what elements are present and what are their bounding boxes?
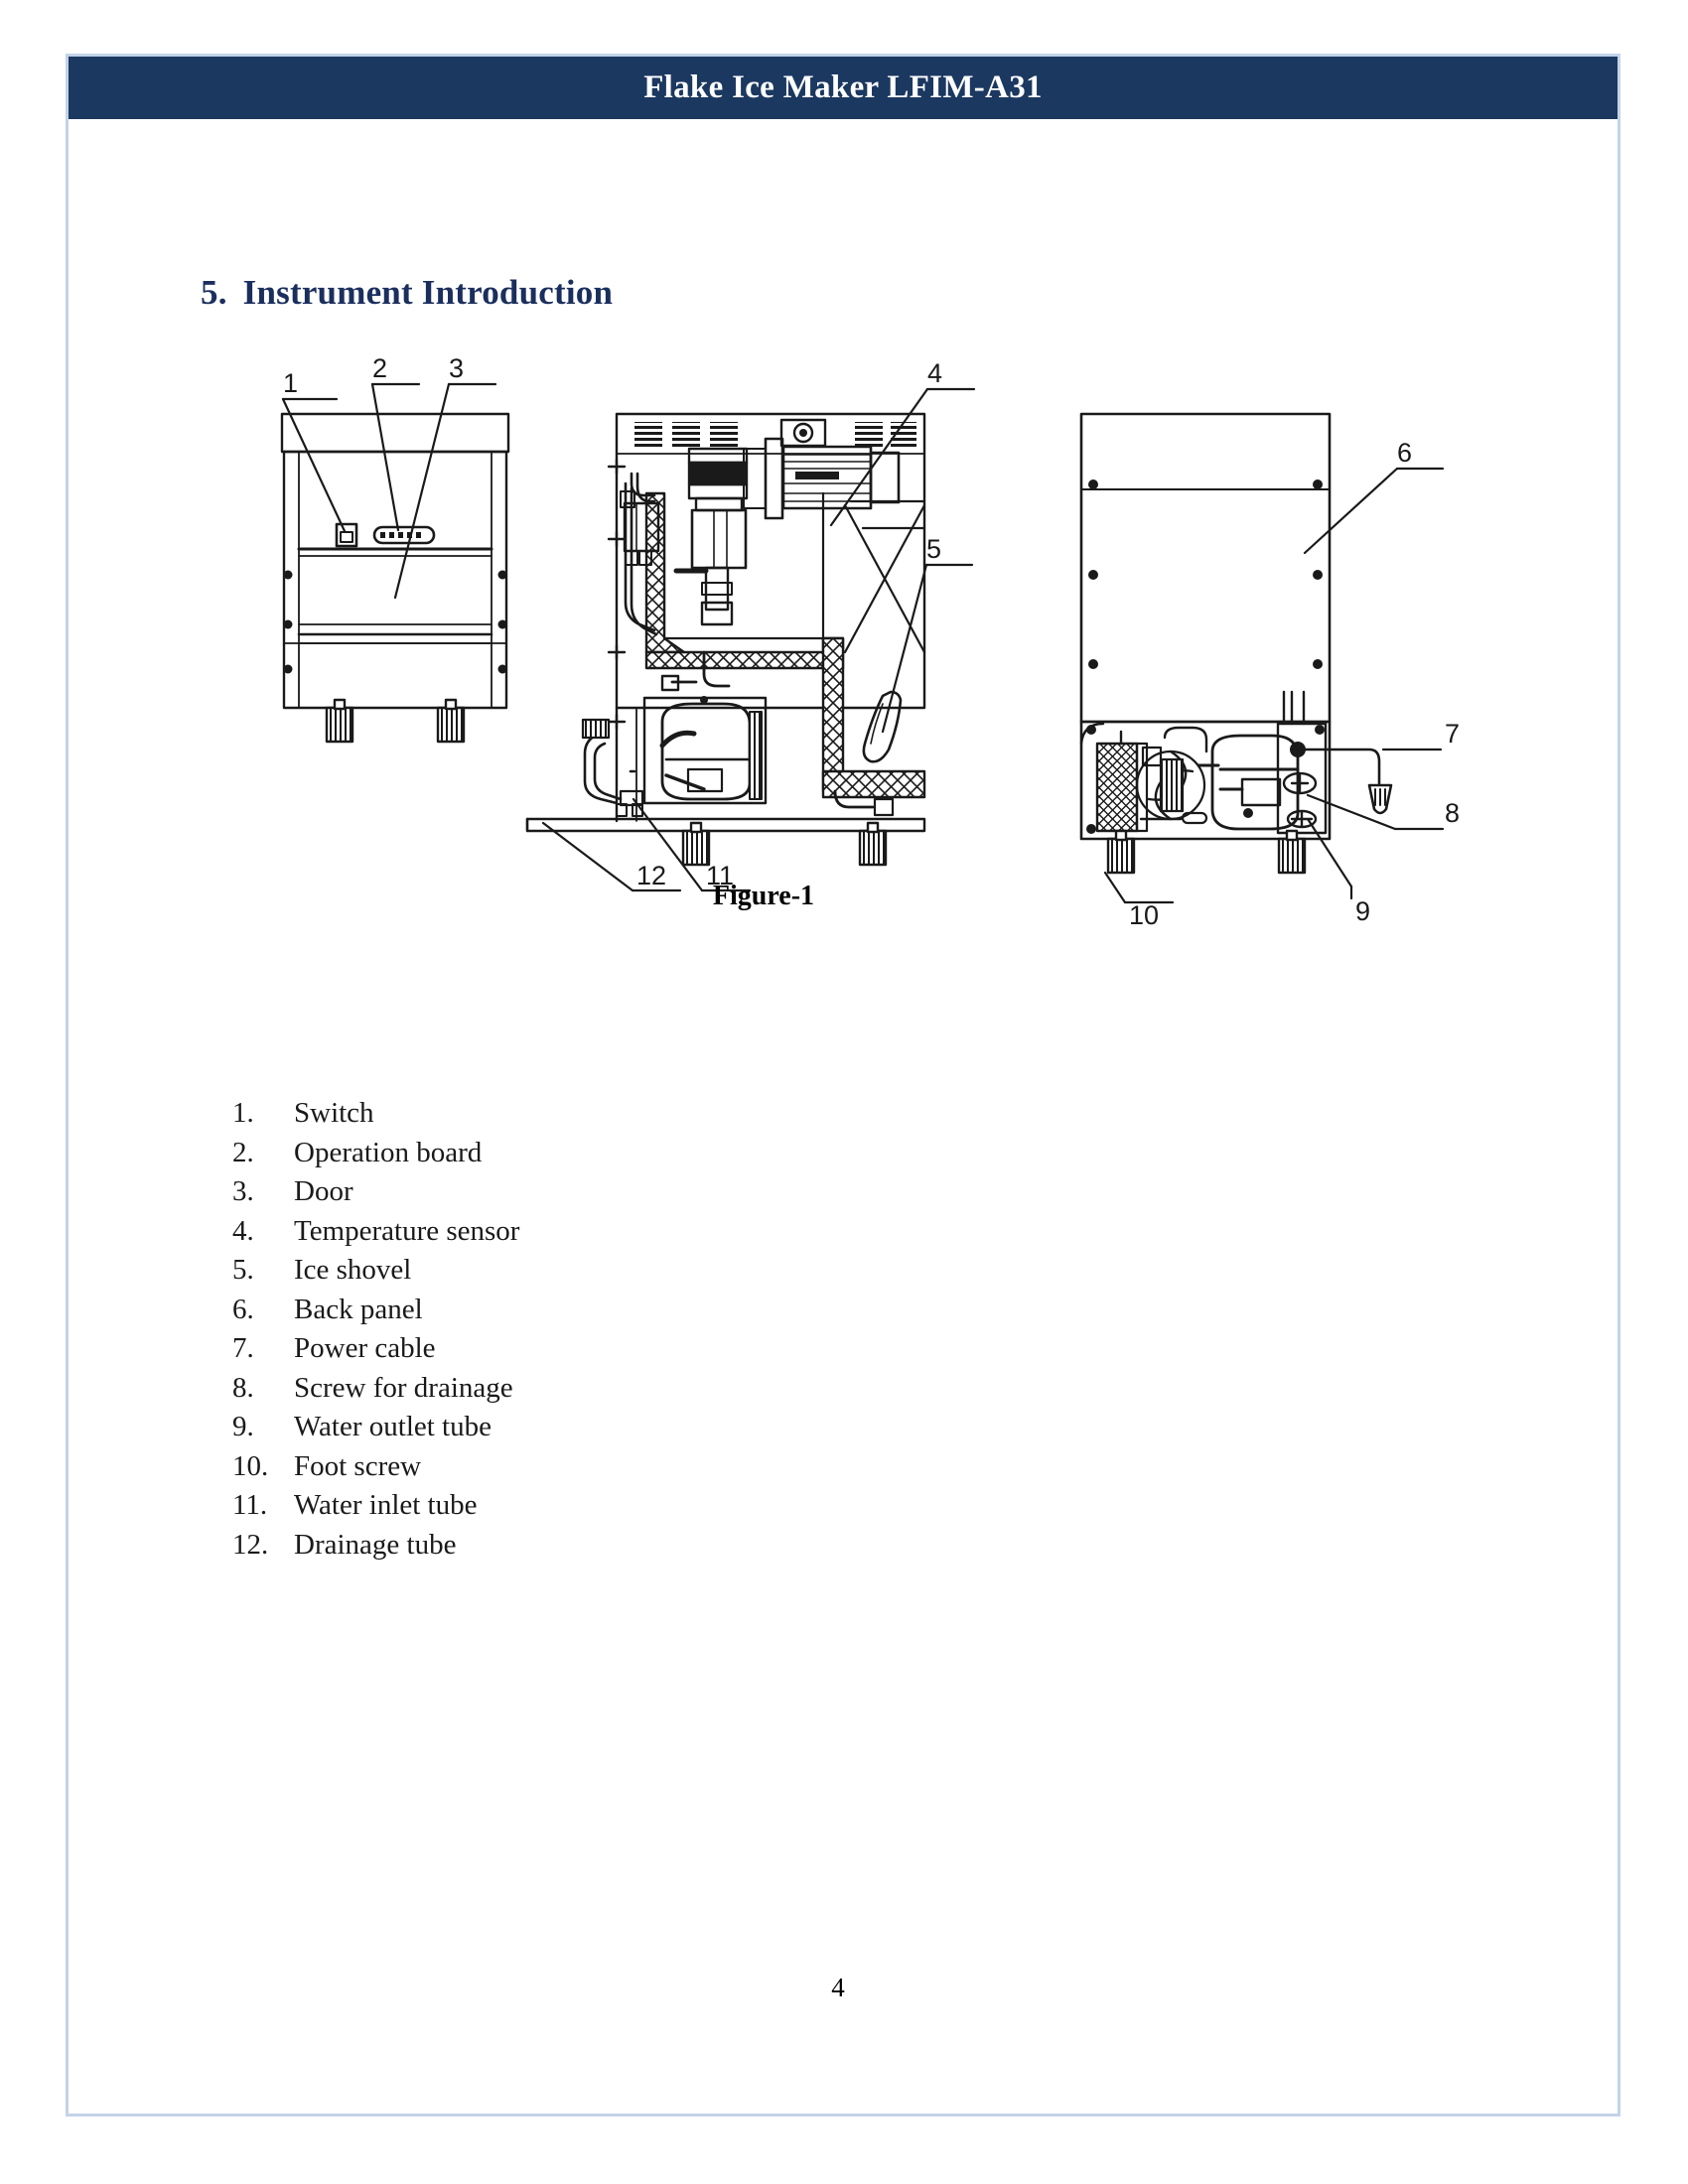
list-item-number: 2. xyxy=(232,1136,254,1168)
callout-leader-1 xyxy=(283,399,345,531)
list-item xyxy=(232,1251,927,1291)
list-item-number: 5. xyxy=(232,1254,254,1286)
figure-1-svg xyxy=(188,354,1498,930)
section-number: 5. xyxy=(201,273,227,312)
list-item-label: Temperature sensor xyxy=(294,1214,520,1247)
list-item xyxy=(232,1408,927,1447)
panel-screw xyxy=(1313,479,1323,489)
rear-view-drawing xyxy=(1081,414,1443,902)
list-item-label: Foot screw xyxy=(294,1449,422,1482)
list-item xyxy=(232,1329,927,1369)
callout-number-3: 3 xyxy=(449,354,465,383)
list-item-label: Water outlet tube xyxy=(294,1411,492,1442)
list-item-label: Drainage tube xyxy=(294,1528,457,1561)
callout-number-10: 10 xyxy=(1129,900,1160,930)
list-item-label: Operation board xyxy=(294,1136,483,1168)
page-number: 4 xyxy=(831,1973,845,2002)
section-title: Instrument Introduction xyxy=(242,273,614,312)
cutaway-foot-right xyxy=(860,823,886,865)
callout-number-5: 5 xyxy=(926,534,942,564)
list-item-number: 8. xyxy=(232,1371,254,1404)
callout-leader-4 xyxy=(831,389,974,525)
list-item xyxy=(232,1526,927,1566)
callout-number-7: 7 xyxy=(1445,719,1461,749)
front-view-drawing xyxy=(282,384,508,742)
list-item xyxy=(232,1291,927,1330)
rear-foot-left xyxy=(1108,831,1134,873)
panel-screw xyxy=(1088,479,1098,489)
list-item xyxy=(232,1212,927,1252)
section-heading xyxy=(201,273,613,313)
list-item-label: Screw for drainage xyxy=(294,1371,513,1404)
panel-screw xyxy=(1313,570,1323,580)
switch-icon xyxy=(337,524,356,546)
callout-number-9: 9 xyxy=(1355,896,1371,926)
list-item-number: 12. xyxy=(232,1528,269,1561)
callout-leader-6 xyxy=(1305,469,1443,553)
list-item xyxy=(232,1369,927,1409)
callout-number-2: 2 xyxy=(372,354,388,383)
callout-number-12: 12 xyxy=(636,861,667,890)
callout-number-6: 6 xyxy=(1397,438,1413,468)
callout-number-1: 1 xyxy=(283,368,299,398)
list-item-number: 3. xyxy=(232,1175,254,1207)
list-item-label: Door xyxy=(294,1175,353,1207)
figure-caption: Figure-1 xyxy=(712,881,815,911)
operation-board-icon xyxy=(374,527,434,543)
page-number-wrapper xyxy=(69,1973,1618,2003)
figure-caption-wrapper xyxy=(69,881,1618,912)
internal-cutaway-drawing xyxy=(527,389,974,890)
list-item xyxy=(232,1134,927,1173)
list-item-number: 7. xyxy=(232,1332,254,1364)
front-foot-left xyxy=(327,700,352,742)
list-item-label: Water inlet tube xyxy=(294,1489,478,1521)
list-item-label: Ice shovel xyxy=(294,1254,412,1286)
panel-screw xyxy=(1313,659,1323,669)
parts-list xyxy=(232,1094,927,1565)
list-item-number: 9. xyxy=(232,1411,254,1442)
list-item xyxy=(232,1447,927,1487)
callout-leader-3 xyxy=(395,384,495,598)
list-item xyxy=(232,1486,927,1526)
document-header-banner xyxy=(69,57,1618,119)
front-foot-right xyxy=(438,700,464,742)
list-item-number: 6. xyxy=(232,1293,254,1325)
cable-gland xyxy=(1290,742,1306,757)
list-item xyxy=(232,1094,927,1134)
list-item-label: Power cable xyxy=(294,1332,436,1364)
panel-screw xyxy=(1088,659,1098,669)
list-item xyxy=(232,1172,927,1212)
page-frame xyxy=(66,54,1620,2116)
callout-number-4: 4 xyxy=(927,358,943,388)
list-item-number: 11. xyxy=(232,1489,268,1521)
list-item-number: 1. xyxy=(232,1097,254,1129)
figure-1-diagram xyxy=(188,354,1498,930)
callout-leader-2 xyxy=(372,384,419,530)
callout-number-11: 11 xyxy=(706,861,735,890)
list-item-number: 10. xyxy=(232,1449,269,1482)
list-item-label: Back panel xyxy=(294,1293,423,1325)
list-item-label: Switch xyxy=(294,1097,374,1129)
callout-number-8: 8 xyxy=(1445,798,1461,828)
list-item-number: 4. xyxy=(232,1214,254,1247)
rear-foot-right xyxy=(1279,831,1305,873)
panel-screw xyxy=(1088,570,1098,580)
document-title: Flake Ice Maker LFIM-A31 xyxy=(643,69,1043,105)
cutaway-foot-left xyxy=(683,823,709,865)
